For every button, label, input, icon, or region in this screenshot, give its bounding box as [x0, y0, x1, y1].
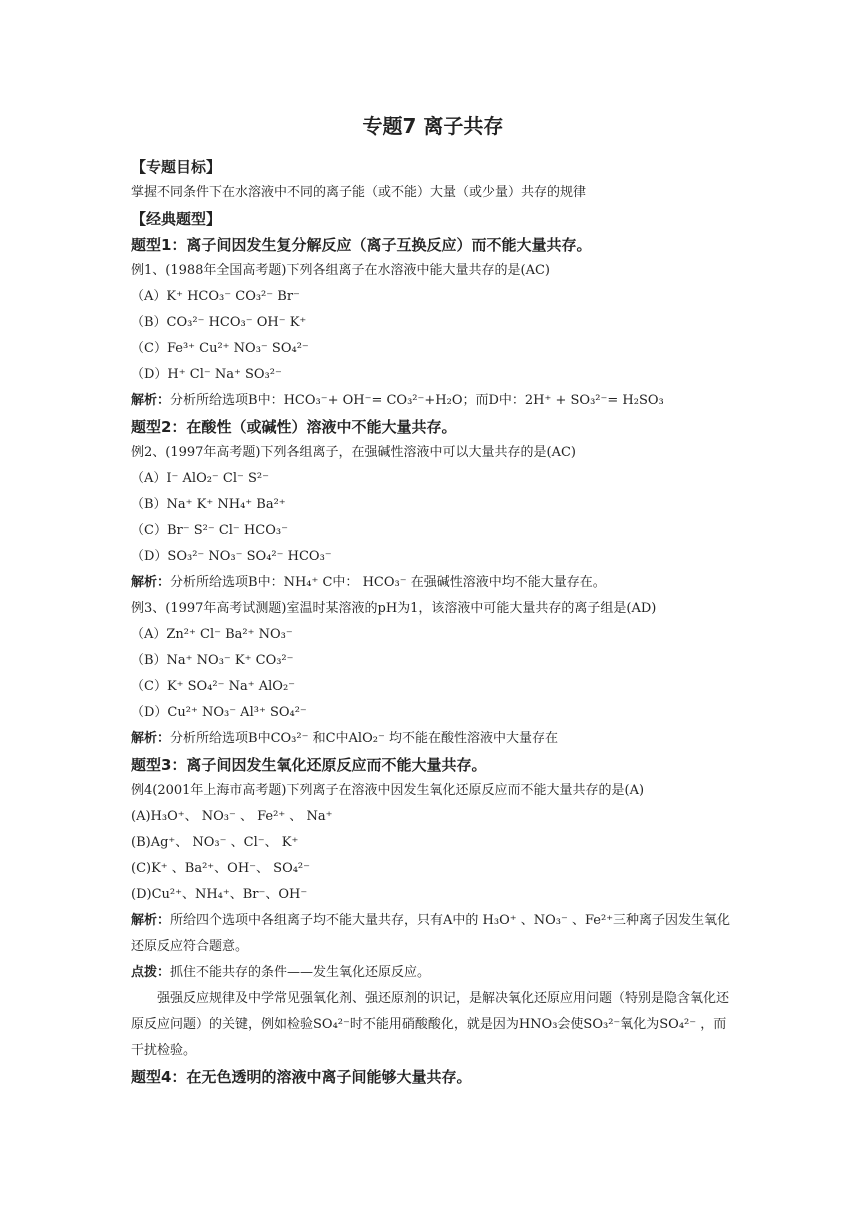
document-title: 专题7 离子共存: [362, 114, 504, 138]
tip-text: 抓住不能共存的条件——发生氧化还原反应。: [170, 965, 431, 980]
example1-option-b: （B）CO₃²⁻ HCO₃⁻ OH⁻ K⁺: [131, 315, 307, 330]
analysis-label: 解析：: [131, 913, 171, 928]
example3-option-d: （D）Cu²⁺ NO₃⁻ Al³⁺ SO₄²⁻: [131, 705, 307, 720]
example4-option-d: (D)Cu²⁺、NH₄⁺、Br⁻、OH⁻: [131, 887, 308, 902]
example3-option-c: （C）K⁺ SO₄²⁻ Na⁺ AlO₂⁻: [131, 679, 296, 694]
explanation-paragraph: 强强反应规律及中学常见强氧化剂、强还原剂的识记，是解决氧化还原应用问题（特别是隐含氧化还原反应问题）的关键，例如检验SO₄²⁻时不能用硝酸酸化，就是因为HNO₃会使SO₃²⁻氧化为SO₄²⁻ ，而干扰检验。: [131, 991, 730, 1058]
analysis-text: 分析所给选项B中CO₃²⁻ 和C中AlO₂⁻ 均不能在酸性溶液中大量存在: [170, 731, 558, 746]
example3-analysis: [131, 726, 735, 752]
section-goal-heading: 【专题目标】: [131, 158, 222, 176]
example4-question: 例4(2001年上海市高考题)下列离子在溶液中因发生氧化还原反应而不能大量共存的是(A): [131, 783, 645, 798]
example4-option-c: (C)K⁺ 、Ba²⁺、OH⁻、 SO₄²⁻: [131, 861, 311, 876]
example1-analysis: [131, 388, 735, 414]
section-types-heading: 【经典题型】: [131, 210, 222, 228]
example4-analysis: [131, 908, 735, 960]
analysis-text: 所给四个选项中各组离子均不能大量共存，只有A中的 H₃O⁺ 、NO₃⁻ 、Fe²⁺三种离子因发生氧化还原反应符合题意。: [131, 913, 731, 954]
example4-tip: [131, 960, 735, 986]
example2-option-c: （C）Br⁻ S²⁻ Cl⁻ HCO₃⁻: [131, 523, 288, 538]
example1-question: 例1、(1988年全国高考题)下列各组离子在水溶液中能大量共存的是(AC): [131, 263, 550, 278]
example1-option-c: （C）Fe³⁺ Cu²⁺ NO₃⁻ SO₄²⁻: [131, 341, 309, 356]
analysis-text: 分析所给选项B中：HCO₃⁻+ OH⁻= CO₃²⁻+H₂O；而D中：2H⁺ + SO₃²⁻= H₂SO₃: [170, 393, 664, 408]
example3-option-b: （B）Na⁺ NO₃⁻ K⁺ CO₃²⁻: [131, 653, 294, 668]
document-page: [131, 112, 735, 1090]
type2-heading: 题型2：在酸性（或碱性）溶液中不能大量共存。: [131, 418, 457, 436]
example3-question: 例3、(1997年高考试测题)室温时某溶液的pH为1，该溶液中可能大量共存的离子组是(AD): [131, 601, 657, 616]
example1-option-a: （A）K⁺ HCO₃⁻ CO₃²⁻ Br⁻: [131, 289, 300, 304]
analysis-label: 解析：: [131, 393, 171, 408]
example4-option-a: (A)H₃O⁺、 NO₃⁻ 、 Fe²⁺ 、 Na⁺: [131, 809, 333, 824]
type1-heading: 题型1：离子间因发生复分解反应（离子互换反应）而不能大量共存。: [131, 236, 592, 254]
example2-question: 例2、(1997年高考题)下列各组离子，在强碱性溶液中可以大量共存的是(AC): [131, 445, 576, 460]
analysis-label: 解析：: [131, 731, 171, 746]
tip-label: 点拨：: [131, 965, 171, 980]
example2-option-b: （B）Na⁺ K⁺ NH₄⁺ Ba²⁺: [131, 497, 286, 512]
analysis-text: 分析所给选项B中：NH₄⁺ C中： HCO₃⁻ 在强碱性溶液中均不能大量存在。: [170, 575, 606, 590]
example4-option-b: (B)Ag⁺、 NO₃⁻ 、Cl⁻、 K⁺: [131, 835, 299, 850]
type3-heading: 题型3：离子间因发生氧化还原反应而不能大量共存。: [131, 756, 487, 774]
section-goal-text: 掌握不同条件下在水溶液中不同的离子能（或不能）大量（或少量）共存的规律: [131, 185, 587, 200]
example2-analysis: [131, 570, 735, 596]
type4-heading: 题型4：在无色透明的溶液中离子间能够大量共存。: [131, 1068, 472, 1086]
example2-option-a: （A）I⁻ AlO₂⁻ Cl⁻ S²⁻: [131, 471, 270, 486]
example3-option-a: （A）Zn²⁺ Cl⁻ Ba²⁺ NO₃⁻: [131, 627, 293, 642]
analysis-label: 解析：: [131, 575, 171, 590]
example2-option-d: （D）SO₃²⁻ NO₃⁻ SO₄²⁻ HCO₃⁻: [131, 549, 332, 564]
example1-option-d: （D）H⁺ Cl⁻ Na⁺ SO₃²⁻: [131, 367, 282, 382]
